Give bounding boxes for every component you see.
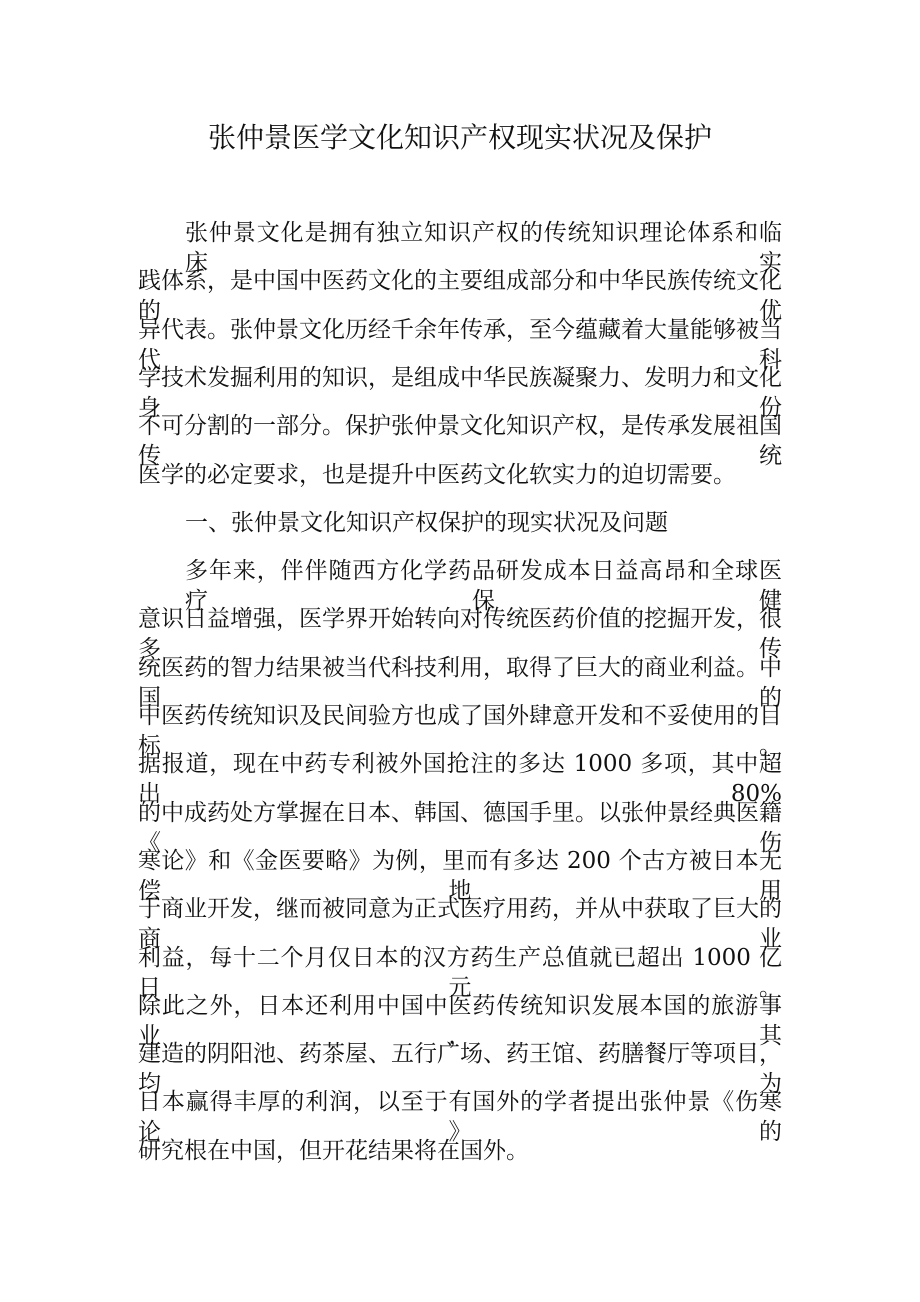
paragraph-line: 统医药的智力结果被当代科技利用，取得了巨大的商业利益。中国的 (138, 654, 782, 711)
paragraph-line: 意识日益增强，医学界开始转向对传统医药价值的挖掘开发，很多传 (138, 606, 782, 663)
paragraph-line: 张仲景文化是拥有独立知识产权的传统知识理论体系和临床实 (185, 220, 782, 276)
section-heading: 一、张仲景文化知识产权保护的现实状况及问题 (185, 509, 668, 536)
paragraph-line: 的中成药处方掌握在日本、韩国、德国手里。以张仲景经典医籍《伤 (138, 799, 782, 856)
paragraph-line: 异代表。张仲景文化历经千余年传承，至今蕴藏着大量能够被当代科 (138, 316, 782, 373)
document-title: 张仲景医学文化知识产权现实状况及保护 (207, 121, 712, 154)
paragraph-line: 日本赢得丰厚的利润，以至于有国外的学者提出张仲景《伤寒论》的 (138, 1089, 782, 1146)
paragraph-line: 利益，每十二个月仅日本的汉方药生产总值就已超出 1000 亿日元。 (138, 944, 782, 1001)
paragraph-line: 中医药传统知识及民间验方也成了国外肆意开发和不妥使用的目标。 (138, 703, 782, 759)
paragraph-line: 于商业开发，继而被同意为正式医疗用药，并从中获取了巨大的商业 (138, 896, 782, 953)
paragraph-line: 寒论》和《金医要略》为例，里而有多达 200 个古方被日本无偿地用 (138, 847, 782, 904)
paragraph-line: 医学的必定要求，也是提升中医药文化软实力的迫切需要。 (138, 461, 736, 488)
paragraph-line: 不可分割的一部分。保护张仲景文化知识产权，是传承发展祖国传统 (138, 413, 782, 470)
paragraph-line: 据报道，现在中药专利被外国抢注的多达 1000 多项，其中超出 80% (138, 751, 782, 808)
paragraph-line: 践体系，是中国中医药文化的主要组成部分和中华民族传统文化的优 (138, 268, 782, 325)
paragraph-line: 学技术发掘利用的知识，是组成中华民族凝聚力、发明力和文化身份 (138, 364, 782, 421)
paragraph-line: 多年来，伴伴随西方化学药品研发成本日益高昂和全球医疗保健 (185, 558, 782, 615)
paragraph-line: 建造的阴阳池、药茶屋、五行广场、药王馆、药膳餐厅等项目，均为 (138, 1041, 782, 1098)
paragraph-line: 研究根在中国，但开花结果将在国外。 (138, 1137, 529, 1164)
paragraph-line: 除此之外，日本还利用中国中医药传统知识发展本国的旅游事业，其 (138, 992, 782, 1049)
